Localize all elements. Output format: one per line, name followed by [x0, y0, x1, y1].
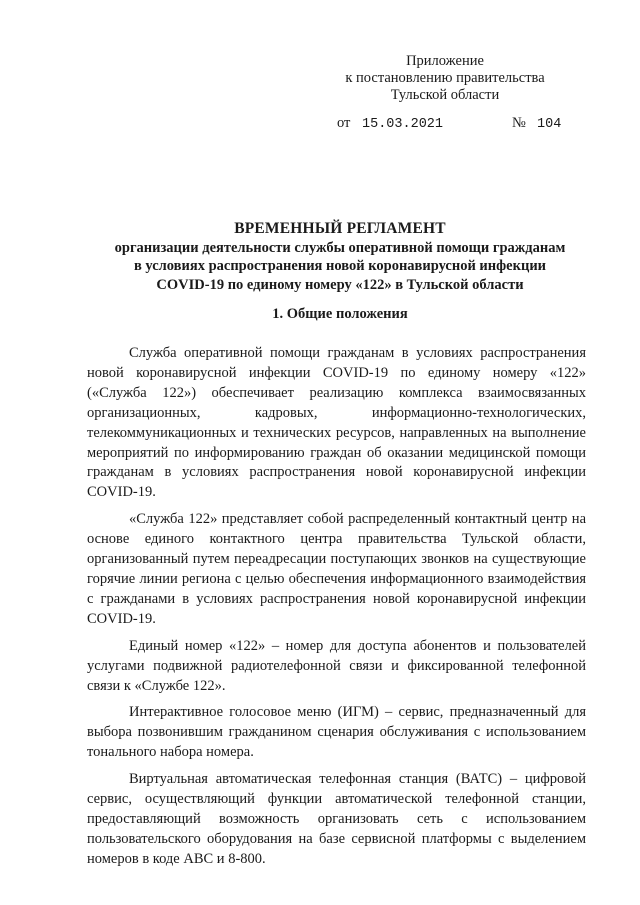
appendix-line-1: Приложение: [406, 53, 484, 69]
paragraph-3: Единый номер «122» – номер для доступа абонентов и пользователей услугами подвижной радиотелефонной связи и фиксированной телефонной связи к «Службе 122».: [87, 637, 586, 694]
number-value: 104: [537, 117, 562, 132]
appendix-header: [330, 53, 560, 104]
paragraph-1: Служба оперативной помощи гражданам в условиях распространения новой коронавирусной инфекции COVID-19 по единому номеру «122» («Служба 122») обеспечивает реализацию комплекса взаимосвязанных организационных, кадровых, информационно-технологических, телекоммуникационных и технических ресурсов, направленных на выполнение мероприятий по информированию граждан об оказании медицинской помощи гражданам в условиях распространения новой коронавирусной инфекции COVID-19.: [87, 345, 586, 501]
title-subline-2: в условиях распространения новой коронавирусной инфекции: [133, 258, 547, 274]
paragraph-5: Виртуальная автоматическая телефонная станция (ВАТС) – цифровой сервис, осуществляющий функции автоматической телефонной станции, предоставляющий возможность организовать сеть с использованием пользовательского оборудования на базе сервисной платформы с выделением номеров в коде АВС и 8-800.: [87, 771, 586, 867]
title-main: ВРЕМЕННЫЙ РЕГЛАМЕНТ: [234, 220, 446, 237]
appendix-line-3: Тульской области: [390, 87, 500, 103]
body-text: [87, 344, 586, 870]
title-subline-1: организации деятельности службы оперативной помощи гражданам: [114, 239, 566, 256]
appendix-line-2: к постановлению правительства: [345, 70, 545, 86]
document-title: [60, 220, 620, 294]
paragraph-2: «Служба 122» представляет собой распределенный контактный центр на основе единого контактного центра правительства Тульской области, организованный путем переадресации поступающих звонков на существующие горячие линии региона с целью обеспечения информационного взаимодействия с гражданами в условиях распространения новой коронавирусной инфекции COVID-19.: [87, 511, 586, 627]
title-subline-3: COVID-19 по единому номеру «122» в Тульской области: [156, 276, 524, 293]
number-label: №: [512, 115, 526, 131]
date-value: 15.03.2021: [362, 117, 444, 132]
section-heading: 1. Общие положения: [272, 306, 408, 322]
paragraph-4: Интерактивное голосовое меню (ИГМ) – сервис, предназначенный для выбора позвонившим гражданином сценария обслуживания с использованием тонального набора номера.: [87, 704, 586, 761]
date-label: от: [337, 115, 351, 131]
